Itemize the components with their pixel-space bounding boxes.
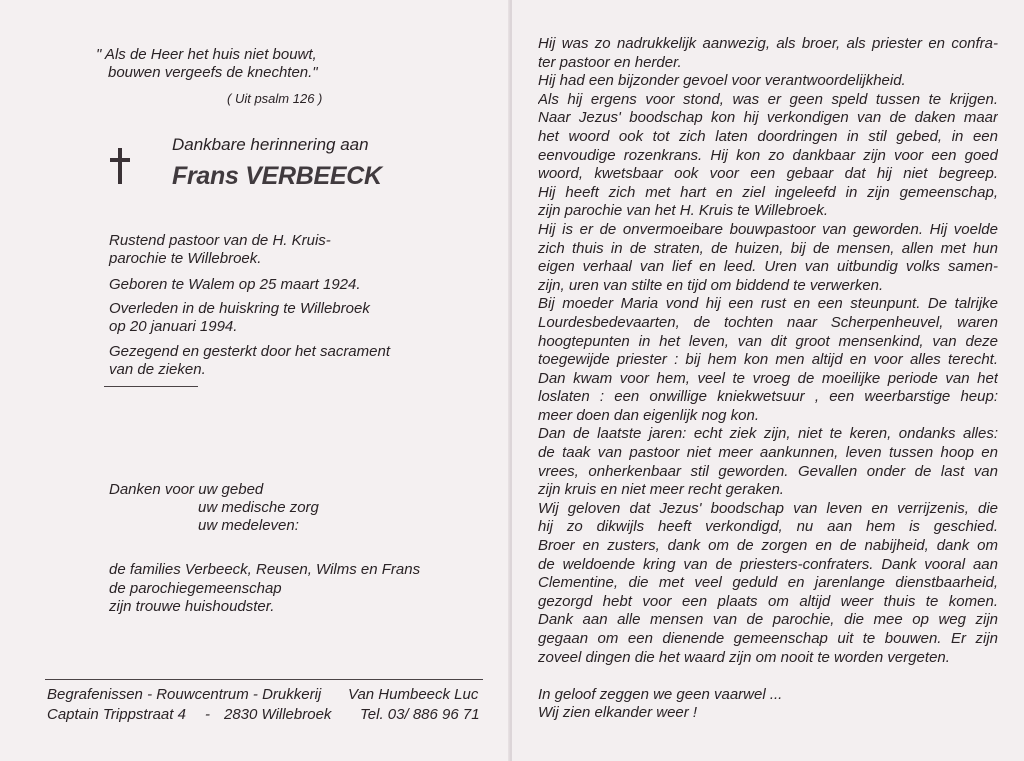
eulogy-line: Dan de laatste jaren: echt ziek zijn, niet te keren, ondanks alles:	[538, 425, 998, 443]
eulogy-line: de taak van pastoor niet meer aankunnen, leven tussen hoop en	[538, 444, 998, 462]
eulogy-line: zijn, uren van stilte en tijd om biddend te verwerken.	[538, 276, 884, 294]
eulogy-line: loslaten : een onwillige kniekwetsuur , een weerbarstige heup:	[538, 388, 998, 406]
families-line: de parochiegemeenschap	[109, 580, 282, 597]
eulogy-line	[538, 667, 998, 686]
footer-company: Begrafenissen - Rouwcentrum - Drukkerij	[47, 686, 322, 703]
bio-line: parochie te Willebroek.	[109, 250, 262, 267]
cross-icon	[110, 148, 130, 184]
eulogy-line: Bij moeder Maria vond hij een rust en een steunpunt. De talrijke	[538, 295, 998, 313]
eulogy-line: Naar Jezus' boodschap kon hij verkondigen van de daken maar	[538, 109, 998, 127]
eulogy-line: zijn parochie van het H. Kruis te Willebroek.	[538, 202, 828, 220]
bio-line: Overleden in de huiskring te Willebroek	[109, 300, 370, 317]
eulogy-line: ter pastoor en herder.	[538, 53, 682, 71]
footer-owner: Van Humbeeck Luc	[348, 686, 479, 703]
left-page	[0, 0, 510, 761]
eulogy-line: Wij geloven dat Jezus' boodschap van leven en verrijzenis, die	[538, 499, 998, 517]
eulogy-line: Dank aan alle mensen van de parochie, die mee op weg zijn	[538, 611, 998, 629]
heading: Dankbare herinnering aan	[172, 135, 369, 154]
eulogy-line: de weldoende kring van de priesters-confraters. Dank vooral aan	[538, 555, 998, 573]
quote-line-2: bouwen vergeefs de knechten."	[108, 64, 318, 81]
eulogy-line: zich thuis in de straten, de huizen, bij de mensen, allen met hun	[538, 239, 998, 257]
footer-street: Captain Trippstraat 4	[47, 706, 186, 723]
eulogy-line: Dan kwam voor hem, veel te vroeg de moeilijke periode van het	[538, 369, 998, 387]
eulogy-line: hij zo dikwijls heeft verkondigd, nu aan hem is geschied.	[538, 518, 998, 536]
thanks-line: uw medische zorg	[198, 499, 319, 516]
eulogy-line: het woord ook tot zich laten doordringen in stil gebed, in een	[538, 127, 998, 145]
bio-line: van de zieken.	[109, 361, 206, 378]
eulogy-line: Als hij ergens voor stond, was er geen speld tussen te krijgen.	[538, 90, 998, 108]
eulogy-line: woord, kwetsbaar ook voor een gebaar dat hij niet begreep.	[538, 165, 998, 183]
eulogy-line: zoveel dingen die het waard zijn om nooit te worden vergeten.	[538, 648, 950, 666]
quote-source: ( Uit psalm 126 )	[227, 91, 323, 106]
eulogy-line: eigen verhaal van lief en leed. Uren van uitbundig volks samen-	[538, 258, 998, 276]
thanks-line: uw medeleven:	[198, 517, 299, 534]
eulogy-text	[538, 35, 998, 723]
footer-phone: Tel. 03/ 886 96 71	[360, 706, 480, 723]
eulogy-line: meer doen dan eigenlijk nog kon.	[538, 406, 759, 424]
quote-line-1: " Als de Heer het huis niet bouwt,	[96, 46, 317, 63]
eulogy-line: vrees, onherkenbaar stil geworden. Gevallen onder de last van	[538, 462, 998, 480]
bio-line: Rustend pastoor van de H. Kruis-	[109, 232, 331, 249]
families-line: de families Verbeeck, Reusen, Wilms en Frans	[109, 561, 421, 578]
bio-line: Gezegend en gesterkt door het sacrament	[109, 343, 391, 360]
eulogy-line: zijn kruis en niet meer recht geraken.	[538, 481, 784, 499]
eulogy-line: Wij zien elkander weer !	[538, 704, 698, 722]
bio-line: op 20 januari 1994.	[109, 318, 238, 335]
footer-divider	[45, 679, 483, 680]
eulogy-line: eenvoudige rozenkrans. Hij kon zo dankbaar zijn voor een goed	[538, 146, 998, 164]
families-line: zijn trouwe huishoudster.	[109, 598, 275, 615]
thanks-line: Danken voor uw gebed	[109, 481, 264, 498]
eulogy-line: toegewijde priester : bij hem kon men altijd en voor alles terecht.	[538, 351, 998, 369]
footer-city: 2830 Willebroek	[224, 706, 332, 723]
eulogy-line: Hij heeft zich met hart en ziel ingeleefd in zijn gemeenschap,	[538, 183, 998, 201]
eulogy-line: hoogtepunten in het leven, van dit groot mensenkind, van deze	[538, 332, 998, 350]
eulogy-line: gezorgd hebt voor een plaats om altijd weer thuis te komen.	[538, 592, 998, 610]
deceased-name: Frans VERBEECK	[172, 162, 382, 190]
eulogy-line: Broer en zusters, dank om de zorgen en de nabijheid, dank om	[538, 537, 998, 555]
eulogy-line: Clementine, die met veel geduld en jarenlange dienstbaarheid,	[538, 574, 998, 592]
bio-line: Geboren te Walem op 25 maart 1924.	[109, 276, 361, 293]
eulogy-line: Hij had een bijzonder gevoel voor verantwoordelijkheid.	[538, 72, 906, 90]
eulogy-line: Hij is er de onvermoeibare bouwpastoor van geworden. Hij voelde	[538, 220, 998, 238]
eulogy-line: Hij was zo nadrukkelijk aanwezig, als broer, als priester en confra-	[538, 35, 998, 52]
footer-dash: -	[205, 706, 210, 723]
eulogy-line: gegaan om een dienende gemeenschap uit te bouwen. Er zijn	[538, 630, 998, 647]
divider	[104, 386, 198, 387]
eulogy-line: In geloof zeggen we geen vaarwel ...	[538, 685, 783, 703]
eulogy-line: Lourdesbedevaarten, de tochten naar Scherpenheuvel, waren	[538, 313, 998, 331]
